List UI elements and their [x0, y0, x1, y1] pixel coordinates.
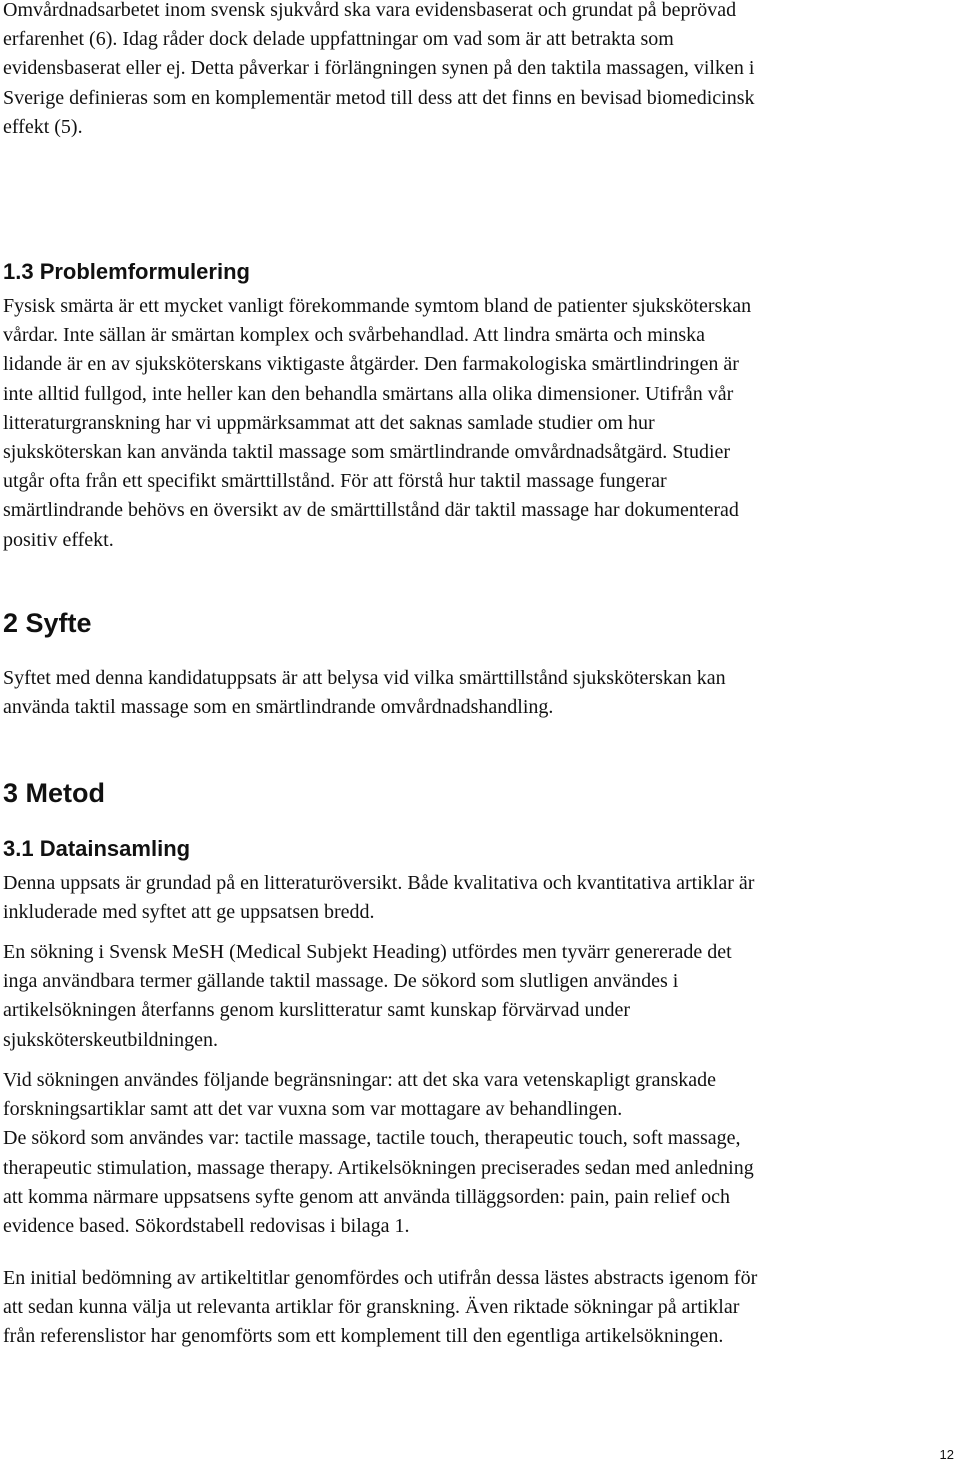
- section-heading-metod: 3 Metod: [3, 778, 106, 808]
- syfte-paragraph: Syftet med denna kandidatuppsats är att belysa vid vilka smärttillstånd sjuksköterskan kan använda taktil massage som en smärtlindrande omvårdnadshandling.: [3, 667, 726, 719]
- section-heading-problemformulering: 1.3 Problemformulering: [3, 259, 250, 284]
- datainsamling-paragraph-1: Denna uppsats är grundad på en litteraturöversikt. Både kvalitativa och kvantitativa artiklar är inkluderade med syftet att ge uppsatsen bredd.: [3, 872, 755, 924]
- datainsamling-paragraph-4: En initial bedömning av artikeltitlar genomfördes och utifrån dessa lästes abstracts igenom för att sedan kunna välja ut relevanta artiklar för granskning. Även riktade sökningar på artiklar från referenslistor har genomförts som ett komplement till den egentliga artikelsökningen.: [3, 1267, 758, 1348]
- problemformulering-paragraph: Fysisk smärta är ett mycket vanligt förekommande symtom bland de patienter sjuksköterskan vårdar. Inte sällan är smärtan komplex och svårbehandlad. Att lindra smärta och minska lidande är en av sjuksköterskans viktigaste åtgärder. Den farmakologiska smärtlindringen är inte alltid fullgod, inte heller kan den behandla smärtans alla olika dimensioner. Utifrån vår litteraturgranskning har vi uppmärksammat att det saknas samlade studier om hur sjuksköterskan kan använda taktil massage som smärtlindrande omvårdnadsåtgärd. Studier utgår ofta från ett specifikt smärttillstånd. För att förstå hur taktil massage fungerar smärtlindrande behövs en översikt av de smärttillstånd där taktil massage har dokumenterad positiv effekt.: [3, 295, 752, 551]
- section-heading-syfte: 2 Syfte: [3, 608, 92, 638]
- datainsamling-paragraph-2: En sökning i Svensk MeSH (Medical Subjekt Heading) utfördes men tyvärr genererade det inga användbara termer gällande taktil massage. De sökord som slutligen användes i artikelsökningen återfanns genom kurslitteratur samt kunskap förvärvad under sjuksköterskeutbildningen.: [3, 941, 732, 1051]
- intro-paragraph: Omvårdnadsarbetet inom svensk sjukvård ska vara evidensbaserat och grundat på beprövad erfarenhet (6). Idag råder dock delade uppfattningar om vad som är att betrakta som evidensbaserat eller ej. Detta påverkar i förlängningen synen på den taktila massagen, vilken i Sverige definieras som en komplementär metod till dess att det finns en bevisad biomedicinsk effekt (5).: [3, 0, 755, 138]
- datainsamling-paragraph-3: Vid sökningen användes följande begränsningar: att det ska vara vetenskapligt granskade forskningsartiklar samt att det var vuxna som var mottagare av behandlingen. De sökord som användes var: tactile massage, tactile touch, therapeutic touch, soft massage, therapeutic stimulation, massage therapy. Artikelsökningen preciserades sedan med anledning att komma närmare uppsatsens syfte genom att använda tilläggsorden: pain, pain relief och evidence based. Sökordstabell redovisas i bilaga 1.: [3, 1069, 754, 1238]
- section-heading-datainsamling: 3.1 Datainsamling: [3, 836, 191, 861]
- page-number: 12: [939, 1447, 954, 1462]
